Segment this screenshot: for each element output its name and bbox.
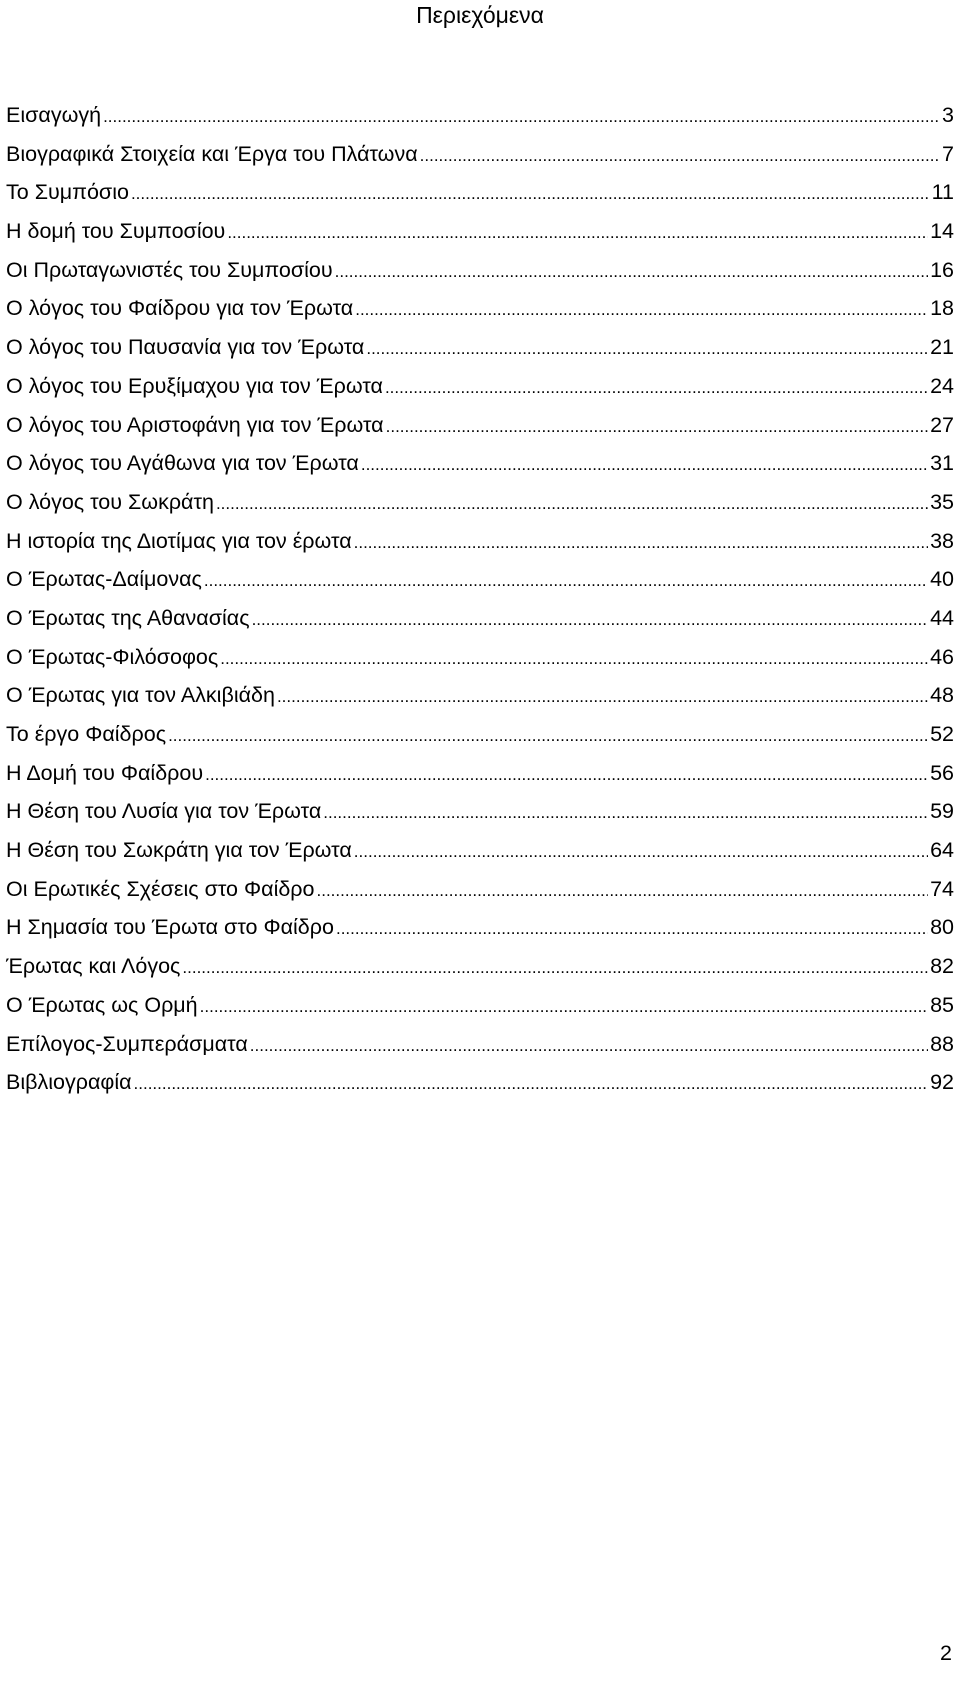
toc-entry-page: 88 [930,1031,954,1056]
toc-entry[interactable] [6,410,954,449]
toc-entry-title: Το έργο Φαίδρος [6,722,167,746]
toc-entry-page: 59 [930,799,954,824]
toc-entry-page: 27 [930,412,954,437]
toc-dot-leader [386,412,928,442]
toc-entry-title: Η Σημασία του Έρωτα στο Φαίδρο [6,915,334,940]
toc-dot-leader [204,566,928,596]
toc-entry[interactable] [6,758,954,797]
toc-entry[interactable] [6,371,954,410]
toc-entry-page: 46 [930,644,954,669]
toc-entry[interactable] [6,139,954,178]
toc-entry-page: 64 [930,838,954,863]
toc-entry-page: 92 [930,1070,954,1095]
toc-dot-leader [220,644,928,674]
toc-dot-leader [103,102,940,132]
toc-entry-title: Ο λόγος του Φαίδρου για τον Έρωτα [6,296,354,321]
toc-entry-page: 11 [931,180,954,205]
toc-entry[interactable] [6,448,954,487]
toc-dot-leader [317,876,929,906]
toc-entry-title: Ο λόγος του Σωκράτη [6,489,214,514]
toc-entry-page: 16 [930,257,954,282]
toc-entry-title: Βιβλιογραφία [6,1070,132,1095]
toc-dot-leader [168,721,928,751]
toc-entry[interactable] [6,564,954,603]
toc-entry-page: 74 [930,876,954,901]
toc-dot-leader [131,179,930,209]
toc-entry-page: 14 [930,219,954,244]
toc-entry-title: Ο Έρωτας ως Ορμή [6,992,198,1017]
toc-entry-page: 52 [930,722,954,746]
toc-dot-leader [420,141,940,171]
toc-entry[interactable] [6,332,954,371]
toc-entry-title: Ο λόγος του Αριστοφάνη για τον Έρωτα [6,412,384,437]
toc-entry-title: Ο Έρωτας-Δαίμονας [6,567,202,592]
toc-entry-page: 40 [930,567,954,592]
toc-entry[interactable] [6,1067,954,1106]
toc-entry-title: Επίλογος-Συμπεράσματα [6,1031,248,1056]
page-title: Περιεχόμενα [416,2,544,28]
toc-entry-page: 56 [930,760,954,785]
toc-entry-title: Ο λόγος του Αγάθωνα για τον Έρωτα [6,451,359,476]
toc-entry[interactable] [6,680,954,719]
toc-entry-title: Το Συμπόσιο [6,180,129,205]
toc-dot-leader [182,953,928,983]
toc-entry-page: 18 [930,296,954,321]
toc-entry[interactable] [6,912,954,951]
toc-entry-page: 44 [930,605,954,630]
toc-dot-leader [336,914,928,944]
toc-entry[interactable] [6,603,954,642]
toc-dot-leader [323,798,928,828]
toc-dot-leader [385,373,928,403]
toc-entry-title: Ο Έρωτας για τον Αλκιβιάδη [6,683,275,708]
toc-entry-title: Εισαγωγή [6,103,102,127]
toc-dot-leader [134,1069,929,1099]
toc-dot-leader [366,334,928,364]
toc-dot-leader [200,992,928,1022]
toc-entry-page: 82 [930,954,954,979]
toc-entry-page: 35 [930,489,954,514]
toc-entry-title: Ο Έρωτας-Φιλόσοφος [6,644,219,669]
toc-entry-title: Η ιστορία της Διοτίμας για τον έρωτα [6,528,352,553]
toc-entry-page: 38 [930,528,954,553]
toc-entry-title: Η δομή του Συμποσίου [6,219,226,244]
toc-entry-page: 85 [930,992,954,1017]
toc-entry-title: Η Θέση του Λυσία για τον Έρωτα [6,799,322,824]
toc-dot-leader [354,528,928,558]
toc-entry[interactable] [6,642,954,681]
toc-entry[interactable] [6,293,954,332]
toc-entry-page: 3 [942,103,954,127]
toc-entry-title: Η Δομή του Φαίδρου [6,760,204,785]
toc-entry[interactable] [6,177,954,216]
toc-dot-leader [277,682,928,712]
toc-entry-page: 80 [930,915,954,940]
toc-entry-page: 7 [942,141,954,166]
toc-entry-title: Ο Έρωτας της Αθανασίας [6,605,250,630]
toc-entry[interactable] [6,874,954,913]
toc-entry-page: 48 [930,683,954,708]
toc-dot-leader [354,837,928,867]
toc-entry[interactable] [6,255,954,294]
toc-dot-leader [205,760,928,790]
toc-entry[interactable] [6,526,954,565]
toc-entry[interactable] [6,719,954,758]
page-number: 2 [940,1641,952,1665]
toc-dot-leader [335,257,928,287]
toc-entry[interactable] [6,796,954,835]
toc-entry-title: Οι Ερωτικές Σχέσεις στο Φαίδρο [6,876,315,901]
toc-dot-leader [355,295,928,325]
toc-entry-title: Ο λόγος του Ερυξίμαχου για τον Έρωτα [6,373,383,398]
table-of-contents [6,100,954,1106]
toc-entry[interactable] [6,487,954,526]
toc-entry[interactable] [6,100,954,139]
toc-entry-page: 21 [930,335,954,360]
toc-dot-leader [227,218,928,248]
toc-entry-page: 31 [930,451,954,476]
toc-entry[interactable] [6,951,954,990]
toc-entry[interactable] [6,1029,954,1068]
toc-dot-leader [216,489,928,519]
toc-entry-title: Έρωτας και Λόγος [6,954,181,979]
toc-entry-title: Βιογραφικά Στοιχεία και Έργα του Πλάτωνα [6,141,418,166]
toc-entry-title: Ο λόγος του Παυσανία για τον Έρωτα [6,335,365,360]
toc-entry-title: Οι Πρωταγωνιστές του Συμποσίου [6,257,333,282]
toc-dot-leader [361,450,928,480]
toc-entry[interactable] [6,835,954,874]
toc-entry[interactable] [6,990,954,1029]
toc-dot-leader [250,1031,928,1061]
toc-entry[interactable] [6,216,954,255]
toc-dot-leader [252,605,929,635]
toc-entry-page: 24 [930,373,954,398]
toc-entry-title: Η Θέση του Σωκράτη για τον Έρωτα [6,838,352,863]
